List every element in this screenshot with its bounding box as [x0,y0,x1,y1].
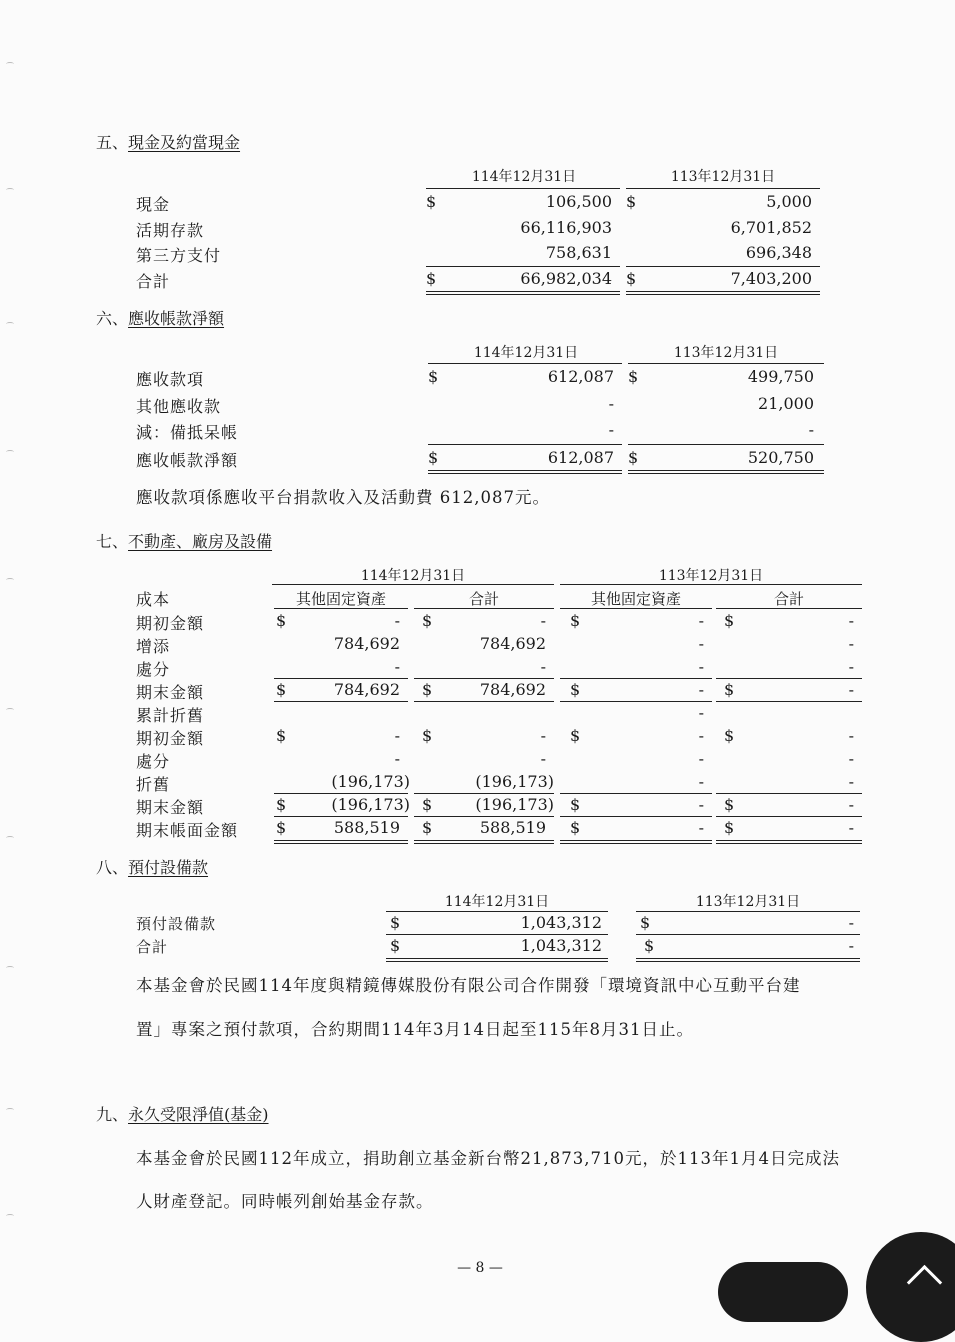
value-2025: - [608,420,614,439]
value-2024-other: - [698,680,704,699]
value-2025-other: 784,692 [333,634,400,653]
row-label: 活期存款 [136,221,205,240]
row-label: 期初金額 [136,729,205,748]
value-2024: 5,000 [766,192,812,211]
currency-symbol: $ [626,192,637,211]
value-2025: 612,087 [547,448,614,467]
value-2025: 66,982,034 [520,269,612,288]
section-number: 七、 [96,532,129,551]
currency-symbol: $ [276,795,287,814]
row-label: 期初金額 [136,614,205,633]
row-label: 第三方支付 [136,246,222,265]
value-2024-other: - [698,726,704,745]
section-5-heading [96,130,240,153]
currency-symbol: $ [626,269,637,288]
currency-symbol: $ [426,192,437,211]
currency-symbol: $ [428,448,439,467]
currency-symbol: $ [422,611,433,630]
section-number: 八、 [96,858,129,877]
currency-symbol: $ [422,680,433,699]
currency-symbol: $ [276,611,287,630]
currency-symbol: $ [628,367,639,386]
column-header-2025: 114年12月31日 [360,568,466,584]
subheader-total: 合計 [468,590,499,608]
row-label: 現金 [136,195,171,214]
currency-symbol: $ [724,795,735,814]
section-6-heading [96,306,224,329]
currency-symbol: $ [640,913,651,932]
value-2024-total: - [848,680,854,699]
value-2024-other: - [698,818,704,837]
value-2025: 66,116,903 [520,218,612,237]
prepaid-note-line-1: 本基金會於民國114年度與精鏡傳媒股份有限公司合作開發「環境資訊中心互動平台建 [136,976,801,995]
currency-symbol: $ [428,367,439,386]
section-9-heading [96,1102,269,1125]
receivables-note: 應收款項係應收平台捐款收入及活動費 612,087元。 [136,488,550,507]
section-8-heading [96,855,208,878]
currency-symbol: $ [276,680,287,699]
row-label: 累計折舊 [136,706,205,725]
value-2025-total: - [540,749,546,768]
row-label: 其他應收款 [136,397,222,416]
value-2024-total: - [848,634,854,653]
value-2024-other: - [698,611,704,630]
section-title: 不動產、廠房及設備 [128,532,273,551]
value-2024: 6,701,852 [730,218,812,237]
chevron-up-icon [907,1265,942,1300]
row-label: 減：備抵呆帳 [136,423,239,442]
currency-symbol: $ [724,726,735,745]
value-2025: 1,043,312 [520,913,602,932]
value-2024: - [848,913,854,932]
row-label: 處分 [136,660,171,679]
currency-symbol: $ [628,448,639,467]
currency-symbol: $ [724,818,735,837]
currency-symbol: $ [426,269,437,288]
currency-symbol: $ [390,913,401,932]
scroll-to-top-button[interactable] [866,1232,955,1342]
section-title: 現金及約當現金 [128,133,241,152]
currency-symbol: $ [570,611,581,630]
value-2025: - [608,394,614,413]
value-2024: 696,348 [745,243,812,262]
currency-symbol: $ [724,611,735,630]
row-label: 期末帳面金額 [136,821,239,840]
subheader-total: 合計 [773,590,804,608]
row-label: 合計 [136,272,171,291]
value-2024-total: - [848,795,854,814]
column-header-2024: 113年12月31日 [695,894,801,910]
value-2025: 758,631 [545,243,612,262]
section-7-heading [96,529,272,552]
row-label: 應收款項 [136,370,205,389]
value-2024-total: - [848,726,854,745]
value-2024: 520,750 [747,448,814,467]
section-title: 應收帳款淨額 [128,309,225,328]
column-header-2025: 114年12月31日 [471,169,577,185]
value-2025-total: (196,173) [475,795,554,814]
value-2025-total: 784,692 [479,634,546,653]
section-number: 六、 [96,309,129,328]
currency-symbol: $ [570,818,581,837]
row-label: 預付設備款 [136,915,217,933]
value-2024: 499,750 [747,367,814,386]
section-title: 預付設備款 [128,858,209,877]
endowment-note-line-1: 本基金會於民國112年成立，捐助創立基金新台幣21,873,710元，於113年1月4日完成法 [136,1149,840,1168]
row-label: 應收帳款淨額 [136,451,239,470]
value-2025-total: (196,173) [475,772,554,791]
value-2025-other: 784,692 [333,680,400,699]
column-header-2025: 114年12月31日 [444,894,550,910]
value-2024: 21,000 [758,394,814,413]
value-2025: 1,043,312 [520,936,602,955]
value-2025-total: - [540,657,546,676]
overlay-pill [718,1262,848,1322]
column-header-2024: 113年12月31日 [670,169,776,185]
value-2025-other: - [394,749,400,768]
prepaid-note-line-2: 置」專案之預付款項，合約期間114年3月14日起至115年8月31日止。 [136,1020,694,1039]
value-2025-other: - [394,726,400,745]
section-title: 永久受限淨值(基金) [128,1105,269,1124]
value-2024-other: - [698,795,704,814]
value-2024-total: - [848,611,854,630]
value-2025-other: (196,173) [331,795,410,814]
row-label: 合計 [136,938,169,956]
row-label: 期末金額 [136,683,205,702]
value-2025-other: - [394,611,400,630]
value-2025-total: 588,519 [479,818,546,837]
currency-symbol: $ [570,726,581,745]
currency-symbol: $ [724,680,735,699]
value-2025: 106,500 [545,192,612,211]
section-number: 五、 [96,133,129,152]
value-2024-other: - [698,634,704,653]
subheader-other-fixed-assets: 其他固定資產 [590,590,681,608]
section-number: 九、 [96,1105,129,1124]
currency-symbol: $ [570,680,581,699]
column-header-2024: 113年12月31日 [658,568,764,584]
currency-symbol: $ [422,818,433,837]
value-2025: 612,087 [547,367,614,386]
value-2024-other: - [698,657,704,676]
row-label: 期末金額 [136,798,205,817]
row-label: 處分 [136,752,171,771]
row-label: 折舊 [136,775,171,794]
value-2024-total: - [848,772,854,791]
currency-symbol: $ [422,795,433,814]
row-label: 成本 [136,590,171,609]
value-2024-other: - [698,749,704,768]
currency-symbol: $ [422,726,433,745]
page-number: — 8 — [457,1260,503,1276]
value-2024-total: - [848,749,854,768]
currency-symbol: $ [390,936,401,955]
value-2025-total: 784,692 [479,680,546,699]
value-2024: - [808,420,814,439]
currency-symbol: $ [276,726,287,745]
value-2025-other: - [394,657,400,676]
value-2025-other: (196,173) [331,772,410,791]
row-label: 增添 [136,637,171,656]
value-2024-total: - [848,657,854,676]
endowment-note-line-2: 人財產登記。同時帳列創始基金存款。 [136,1192,434,1211]
value-2024-other: - [698,772,704,791]
value-2024-total: - [848,818,854,837]
column-header-2024: 113年12月31日 [673,345,779,361]
value-2024: 7,403,200 [730,269,812,288]
column-header-2025: 114年12月31日 [473,345,579,361]
currency-symbol: $ [570,795,581,814]
value-2024-other: - [698,703,704,722]
value-2025-total: - [540,611,546,630]
value-2024: - [848,936,854,955]
currency-symbol: $ [276,818,287,837]
value-2025-total: - [540,726,546,745]
value-2025-other: 588,519 [333,818,400,837]
subheader-other-fixed-assets: 其他固定資產 [295,590,386,608]
currency-symbol: $ [644,936,655,955]
